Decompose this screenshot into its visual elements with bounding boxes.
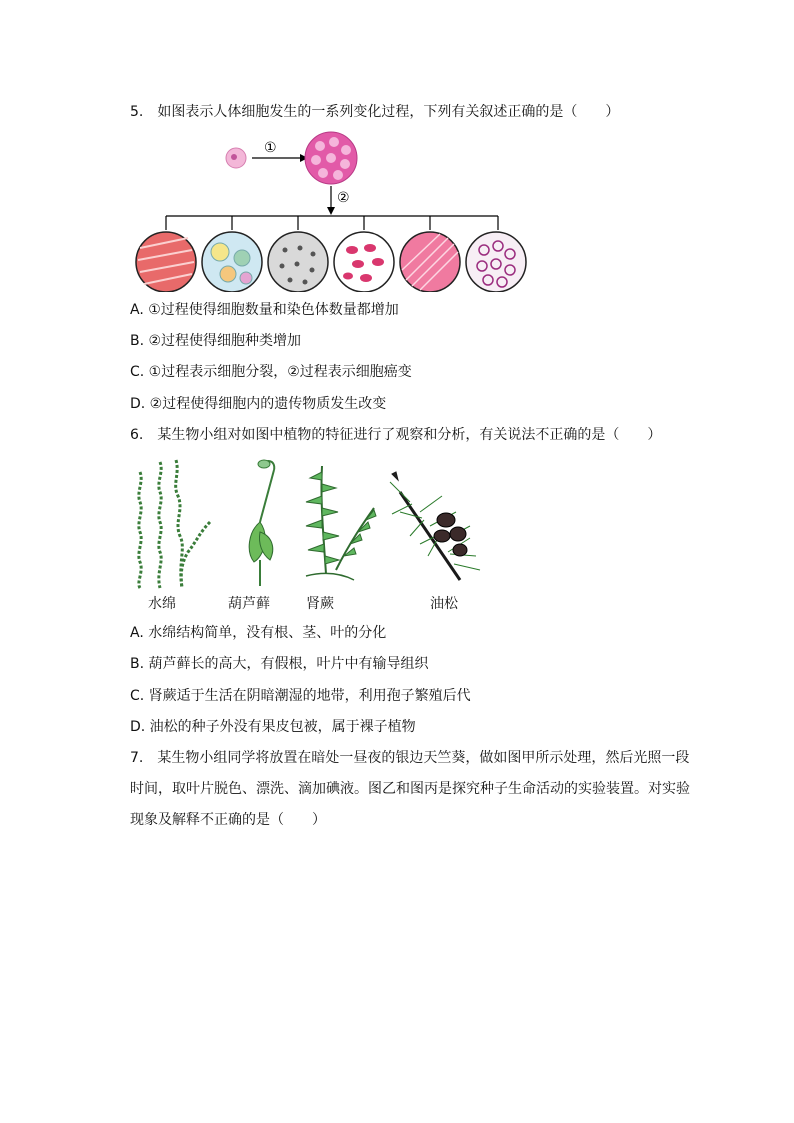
q5-option-d: D. ②过程使得细胞内的遗传物质发生改变 [130,396,387,412]
muscle-tissue-circle [136,232,196,292]
q7-line-3: 现象及解释不正确的是（ ） [130,812,326,828]
q5-option-b: B. ②过程使得细胞种类增加 [130,333,302,349]
q6-option-c: C. 肾蕨适于生活在阴暗潮湿的地带，利用孢子繁殖后代 [130,688,471,704]
plant-label-fern: 肾蕨 [306,596,334,612]
step-1-label: ① [264,140,277,156]
pine-illustration [390,472,480,580]
plant-label-pine: 油松 [430,596,458,612]
blood-cells-circle [334,232,394,292]
plant-label-funaria: 葫芦藓 [228,596,270,612]
striated-tissue-circle [400,232,460,292]
q5-stem: 5. 如图表示人体细胞发生的一系列变化过程，下列有关叙述正确的是（ ） [130,104,620,120]
epithelial-tissue-circle [268,232,328,292]
q6-option-a: A. 水绵结构简单，没有根、茎、叶的分化 [130,625,387,641]
funaria-illustration [249,460,274,586]
step-2-label: ② [337,190,350,206]
q6-option-b: B. 葫芦藓长的高大，有假根，叶片中有输导组织 [130,656,429,672]
plants-figure [130,452,500,592]
q7-line-1: 7. 某生物小组同学将放置在暗处一昼夜的银边天竺葵，做如图甲所示处理，然后光照一段 [130,750,690,766]
cell-change-diagram [130,130,540,292]
plant-label-spirogyra: 水绵 [148,596,176,612]
spirogyra-illustration [139,460,210,588]
plant-like-cells-circle [466,232,526,292]
fern-illustration [306,466,376,580]
q5-option-a: A. ①过程使得细胞数量和染色体数量都增加 [130,302,399,318]
q6-option-d: D. 油松的种子外没有果皮包被，属于裸子植物 [130,719,416,735]
connective-tissue-circle [202,232,262,292]
q6-stem: 6. 某生物小组对如图中植物的特征进行了观察和分析，有关说法不正确的是（ ） [130,427,662,443]
q5-option-c: C. ①过程表示细胞分裂，②过程表示细胞癌变 [130,364,412,380]
q7-line-2: 时间，取叶片脱色、漂洗、滴加碘液。图乙和图丙是探究种子生命活动的实验装置。对实验 [130,781,690,797]
